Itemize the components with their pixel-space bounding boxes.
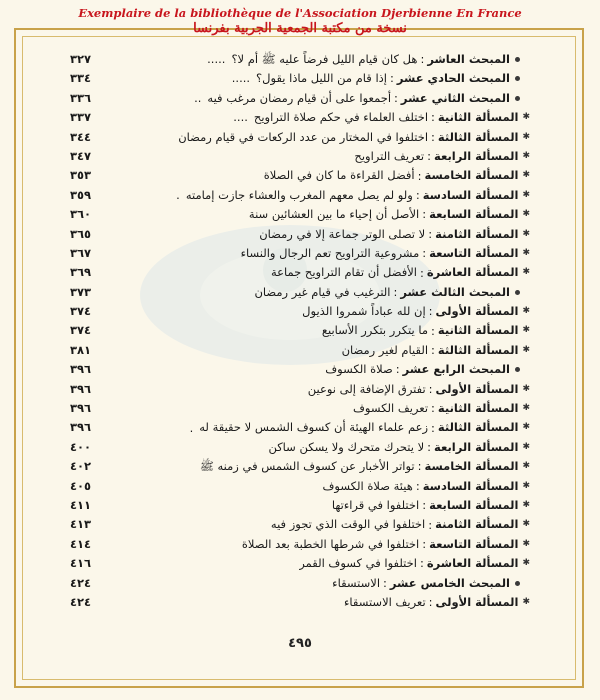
asterisk-icon: ✱	[522, 112, 530, 123]
toc-entry-text	[233, 108, 530, 128]
label-separator: :	[419, 265, 424, 280]
toc-entry-label: المبحث الرابع عشر	[402, 362, 510, 377]
toc-entry-title: ما يتكرر بتكرر الأسابيع	[321, 323, 429, 338]
label-separator: :	[417, 168, 422, 183]
toc-page-number: ٣٤٤	[70, 129, 92, 144]
asterisk-icon: ✱	[522, 247, 530, 258]
toc-entry-label: المسألة السابعة	[429, 207, 519, 222]
bullet-icon	[515, 581, 520, 586]
toc-issue-row	[70, 128, 530, 147]
label-separator: :	[431, 110, 435, 125]
toc-entry-text	[332, 496, 530, 516]
toc-entry-label: المبحث الحادي عشر	[396, 71, 510, 86]
toc-section-row	[70, 360, 530, 379]
toc-page-number: ٣٦٥	[70, 226, 92, 241]
asterisk-icon: ✱	[522, 461, 530, 472]
toc-page-number: ٤٢٤	[70, 575, 92, 590]
toc-issue-row	[70, 457, 530, 476]
toc-issue-row	[70, 341, 530, 360]
toc-issue-row	[70, 244, 530, 263]
label-separator: :	[427, 440, 432, 455]
toc-entry-text	[259, 225, 530, 245]
leader-dots: ....	[233, 110, 248, 125]
toc-issue-row	[70, 302, 530, 321]
toc-entry-title: الأصل أن إحياء ما بين العشائين سنة	[248, 207, 420, 222]
toc-page-number: ٣٩٦	[70, 420, 92, 435]
toc-page-number: ٣٣٦	[70, 90, 92, 105]
page-number: ٤٩٥	[288, 636, 312, 651]
label-separator: :	[383, 575, 387, 590]
toc-issue-row	[70, 438, 530, 457]
toc-page-number: ٣٧٣	[70, 284, 92, 299]
toc-section-row	[70, 69, 530, 88]
library-stamp-french: Exemplaire de la bibliothèque de l'Association Djerbienne En France	[78, 6, 522, 20]
asterisk-icon: ✱	[522, 441, 530, 452]
toc-entry-text	[325, 360, 520, 379]
toc-entry-label: المسألة التاسعة	[429, 536, 519, 551]
asterisk-icon: ✱	[522, 499, 530, 510]
toc-entry-title: الاستسقاء	[332, 575, 381, 590]
toc-entry-label: المسألة السادسة	[422, 187, 519, 202]
toc-entry-title: تواتر الأخبار عن كسوف الشمس في زمنه ﷺ	[199, 459, 415, 474]
leader-dots: ..	[194, 90, 202, 105]
toc-issue-row	[70, 321, 530, 340]
label-separator: :	[428, 381, 433, 396]
toc-entry-title: تعريف الكسوف	[353, 401, 429, 416]
toc-entry-label: المبحث الثالث عشر	[400, 284, 510, 299]
toc-entry-title: هل كان قيام الليل فرضاً عليه ﷺ أم لا؟	[231, 52, 418, 66]
toc-entry-text	[249, 205, 530, 225]
label-separator: :	[417, 459, 422, 474]
toc-page-number: ٣٥٣	[70, 168, 92, 183]
toc-issue-row	[70, 496, 530, 515]
toc-entry-label: المسألة الثامنة	[435, 226, 519, 241]
toc-entry-label: المبحث العاشر	[427, 52, 510, 66]
asterisk-icon: ✱	[522, 325, 530, 336]
toc-page-number: ٣٣٧	[70, 110, 92, 125]
toc-page-number: ٤١٦	[70, 556, 92, 571]
toc-entry-text	[268, 438, 530, 458]
toc-issue-row	[70, 399, 530, 418]
toc-entry-text	[242, 535, 530, 555]
toc-entry-label: المسألة الرابعة	[434, 440, 519, 455]
asterisk-icon: ✱	[522, 383, 530, 394]
label-separator: :	[393, 284, 398, 299]
toc-entry-text	[241, 244, 530, 264]
label-separator: :	[428, 517, 433, 532]
toc-issue-row	[70, 186, 530, 205]
toc-entry-title: اختلفوا في الوقت الذي تجوز فيه	[270, 517, 426, 532]
toc-issue-row	[70, 418, 530, 437]
toc-entry-label: المسألة الثانية	[437, 110, 519, 125]
toc-entry-title: صلاة الكسوف	[325, 362, 393, 377]
toc-entry-label: المسألة الخامسة	[424, 459, 519, 474]
toc-entry-title: الترغيب في قيام غير رمضان	[254, 284, 391, 299]
toc-entry-title: اختلفوا في المختار من عدد الركعات في قيام رمضان	[178, 129, 429, 144]
toc-entry-text	[176, 186, 530, 206]
toc-entry-text	[190, 418, 530, 438]
label-separator: :	[428, 226, 433, 241]
toc-issue-row	[70, 263, 530, 282]
bullet-icon	[515, 367, 520, 372]
toc-entry-label: المسألة الثالثة	[437, 343, 519, 358]
label-separator: :	[420, 52, 425, 66]
toc-page-number: ٣٦٧	[70, 245, 92, 260]
toc-entry-title: اختلفوا في كسوف القمر	[299, 556, 417, 571]
label-separator: :	[394, 90, 398, 105]
bullet-icon	[515, 76, 520, 81]
toc-entry-text	[344, 593, 530, 613]
toc-page-number: ٣٨١	[70, 342, 92, 357]
toc-entry-label: المسألة العاشرة	[426, 556, 519, 571]
toc-entry-title: تعريف التراويح	[354, 149, 425, 164]
toc-page-number: ٤١١	[70, 497, 92, 512]
toc-entry-label: المسألة الثامنة	[435, 517, 519, 532]
toc-page-number: ٤٠٠	[70, 439, 92, 454]
label-separator: :	[395, 362, 400, 377]
library-stamp-arabic: نسخة من مكتبة الجمعية الجربية بفرنسا	[193, 21, 407, 36]
label-separator: :	[415, 187, 420, 202]
label-separator: :	[431, 420, 435, 435]
toc-issue-row	[70, 554, 530, 573]
toc-entry-label: المسألة السادسة	[422, 478, 519, 493]
toc-entry-text	[207, 50, 520, 69]
asterisk-icon: ✱	[522, 131, 530, 142]
label-separator: :	[431, 129, 435, 144]
toc-entry-title: هيئة صلاة الكسوف	[322, 478, 413, 493]
label-separator: :	[389, 71, 394, 86]
bullet-icon	[515, 96, 520, 101]
toc-page-number: ٣٩٦	[70, 362, 92, 377]
toc-entry-text	[271, 515, 530, 535]
toc-entry-title: اختلفوا في شرطها الخطبة بعد الصلاة	[241, 536, 420, 551]
toc-entry-label: المسألة السابعة	[429, 498, 519, 513]
toc-page-number: ٣٣٤	[70, 71, 92, 86]
toc-entry-label: المسألة الخامسة	[424, 168, 519, 183]
toc-entry-label: المسألة الرابعة	[434, 149, 519, 164]
toc-issue-row	[70, 593, 530, 612]
label-separator: :	[431, 343, 435, 358]
toc-page-number: ٣٧٤	[70, 323, 92, 338]
bullet-icon	[515, 57, 520, 62]
toc-entry-title: تعريف الاستسقاء	[343, 595, 426, 610]
toc-section-row	[70, 89, 530, 108]
toc-entry-label: المسألة العاشرة	[426, 265, 519, 280]
bullet-icon	[515, 290, 520, 295]
toc-entry-label: المسألة الأولى	[435, 381, 519, 396]
toc-issue-row	[70, 166, 530, 185]
asterisk-icon: ✱	[522, 344, 530, 355]
toc-entry-text	[323, 477, 531, 497]
toc-page-number: ٣٩٦	[70, 381, 92, 396]
leader-dots: .....	[207, 52, 226, 66]
toc-page-number: ٤١٣	[70, 517, 92, 532]
asterisk-icon: ✱	[522, 306, 530, 317]
asterisk-icon: ✱	[522, 267, 530, 278]
label-separator: :	[422, 536, 427, 551]
asterisk-icon: ✱	[522, 150, 530, 161]
asterisk-icon: ✱	[522, 209, 530, 220]
toc-entry-text	[322, 321, 530, 341]
toc-entry-text	[271, 263, 530, 283]
toc-entry-text	[178, 128, 530, 148]
toc-entry-title: أفضل القراءة ما كان في الصلاة	[263, 168, 415, 183]
asterisk-icon: ✱	[522, 519, 530, 530]
label-separator: :	[431, 323, 435, 338]
label-separator: :	[422, 207, 427, 222]
label-separator: :	[428, 595, 433, 610]
toc-entry-label: المسألة الثانية	[437, 401, 519, 416]
toc-entry-title: اختلف العلماء في حكم صلاة التراويح	[253, 110, 429, 125]
toc-entry-title: القيام لغير رمضان	[341, 343, 429, 358]
toc-entry-label: المسألة الأولى	[435, 595, 519, 610]
leader-dots: .	[176, 187, 180, 202]
toc-page-number: ٣٩٦	[70, 401, 92, 416]
label-separator: :	[422, 246, 427, 261]
toc-section-row	[70, 283, 530, 302]
toc-entry-title: إن لله عباداً شمروا الذيول	[302, 304, 426, 319]
leader-dots: .....	[231, 71, 251, 86]
toc-issue-row	[70, 147, 530, 166]
toc-section-row	[70, 574, 530, 593]
toc-entry-text	[299, 554, 530, 574]
asterisk-icon: ✱	[522, 170, 530, 181]
toc-issue-row	[70, 225, 530, 244]
toc-entry-label: المبحث الخامس عشر	[389, 575, 510, 590]
asterisk-icon: ✱	[522, 228, 530, 239]
toc-issue-row	[70, 535, 530, 554]
toc-page-number: ٣٥٩	[70, 187, 92, 202]
toc-entry-label: المبحث الثاني عشر	[400, 90, 510, 105]
toc-entry-text	[342, 341, 530, 361]
toc-entry-text	[308, 380, 530, 400]
toc-entry-title: إذا قام من الليل ماذا يقول؟	[256, 71, 387, 86]
toc-section-row	[70, 50, 530, 69]
toc-page-number: ٣٧٤	[70, 304, 92, 319]
asterisk-icon: ✱	[522, 480, 530, 491]
asterisk-icon: ✱	[522, 189, 530, 200]
toc-entry-title: تفترق الإضافة إلى نوعين	[307, 381, 426, 396]
leader-dots: .	[189, 420, 194, 435]
toc-entry-label: المسألة الثانية	[437, 323, 519, 338]
toc-entry-title: الأفضل أن تقام التراويح جماعة	[270, 265, 417, 280]
label-separator: :	[422, 498, 427, 513]
asterisk-icon: ✱	[522, 422, 530, 433]
asterisk-icon: ✱	[522, 403, 530, 414]
label-separator: :	[431, 401, 435, 416]
toc-entry-text	[232, 69, 520, 88]
toc-page-number: ٤٢٤	[70, 594, 92, 609]
toc-issue-row	[70, 515, 530, 534]
toc-entry-text	[353, 399, 530, 419]
toc-entry-text	[254, 283, 520, 302]
toc-entry-label: المسألة الثالثة	[437, 129, 519, 144]
toc-entry-label: المسألة التاسعة	[429, 246, 519, 261]
toc-page-number: ٣٢٧	[70, 52, 92, 66]
asterisk-icon: ✱	[522, 538, 530, 549]
toc-entry-text	[332, 574, 520, 593]
toc-entry-text	[302, 302, 530, 322]
toc-page-number: ٤٠٢	[70, 459, 92, 474]
toc-entry-text	[200, 457, 530, 477]
toc-entry-text	[354, 147, 530, 167]
toc-entry-title: أجمعوا على أن قيام رمضان مرغب فيه	[207, 90, 392, 105]
asterisk-icon: ✱	[522, 596, 530, 607]
toc-page-number: ٣٤٧	[70, 148, 92, 163]
asterisk-icon: ✱	[522, 558, 530, 569]
label-separator: :	[415, 478, 420, 493]
toc-entry-text	[194, 89, 520, 108]
toc-page-number: ٣٦٠	[70, 207, 92, 222]
toc-issue-row	[70, 205, 530, 224]
toc-page-number: ٤١٤	[70, 536, 92, 551]
toc-entry-title: لا تصلى الوتر جماعة إلا في رمضان	[259, 226, 426, 241]
toc-entry-title: مشروعية التراويح تعم الرجال والنساء	[240, 246, 420, 261]
toc-entry-label: المسألة الأولى	[435, 304, 519, 319]
toc-entry-title: اختلفوا في قراءتها	[331, 498, 420, 513]
toc-issue-row	[70, 477, 530, 496]
toc-entry-title: ولو لم يصل معهم المغرب والعشاء جازت إمامته	[185, 187, 413, 202]
toc-page-number: ٣٦٩	[70, 265, 92, 280]
label-separator: :	[427, 149, 432, 164]
toc-entry-text	[264, 166, 530, 186]
label-separator: :	[419, 556, 424, 571]
label-separator: :	[428, 304, 433, 319]
toc-entry-title: لا يتحرك متحرك ولا يسكن ساكن	[268, 440, 425, 455]
toc-issue-row	[70, 108, 530, 127]
table-of-contents	[70, 50, 530, 612]
toc-entry-title: زعم علماء الهيئة أن كسوف الشمس لا حقيقة له	[199, 420, 429, 435]
toc-entry-label: المسألة الثالثة	[437, 420, 519, 435]
toc-issue-row	[70, 380, 530, 399]
toc-page-number: ٤٠٥	[70, 478, 92, 493]
